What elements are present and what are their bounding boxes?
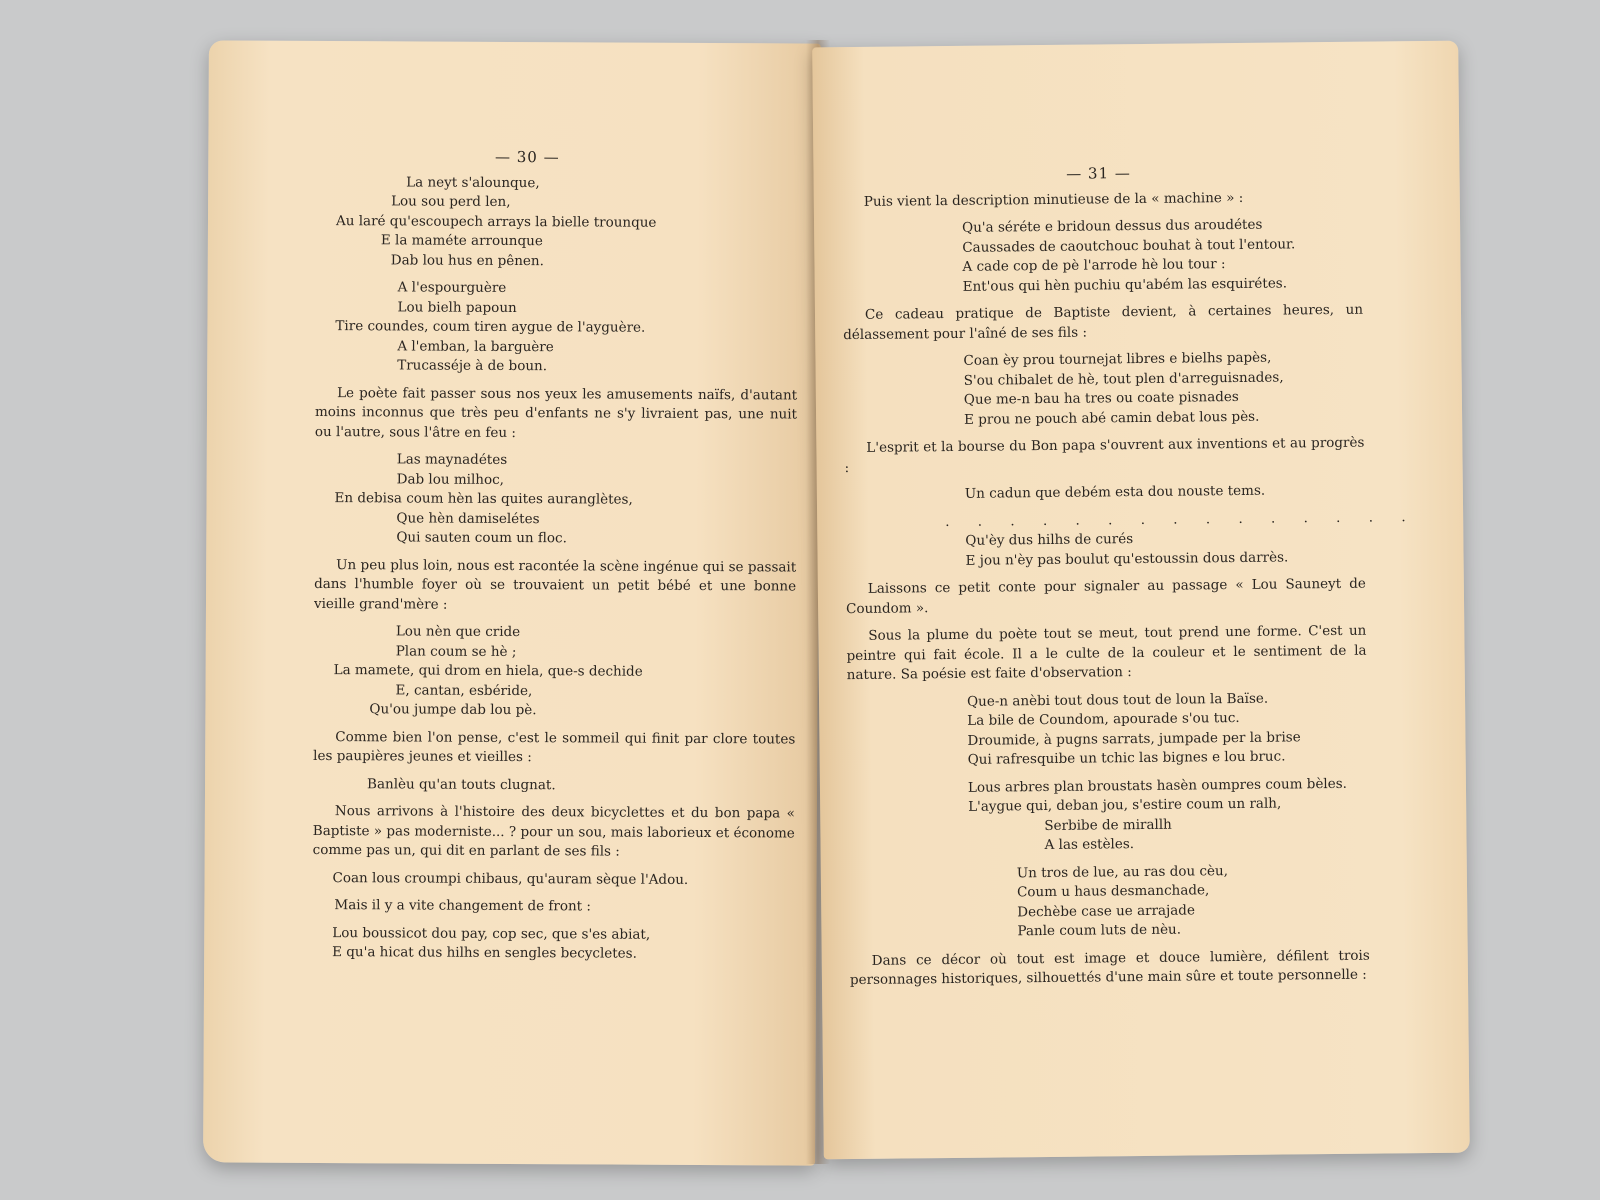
verse-line: Dab lou milhoc, <box>396 470 505 488</box>
prose-paragraph: Le poète fait passer sous nos yeux les amusements naïfs, d'autant moins inconnus que très peu d'enfants ne s'y livraient pas, une nuit ou l'autre, sous l'âtre en feu : <box>314 384 798 441</box>
right-page-content <box>841 162 1418 999</box>
verse-line: Dechèbe case ue arrajade <box>1017 901 1195 920</box>
verse-line: Caussades de caoutchouc bouhat à tout l'entour. <box>962 235 1296 256</box>
verse-line: Ent'ous qui hèn puchiu qu'abém las esquirétes. <box>962 274 1288 295</box>
verse-line: E, cantan, esbéride, <box>395 681 533 699</box>
verse-line: Que-n anèbi tout dous tout de loun la Baïse. <box>966 690 1269 710</box>
page-number-left: — 30 — <box>494 147 560 167</box>
verse-stanza <box>313 622 796 722</box>
verse-line: Plan coum se hè ; <box>395 642 517 660</box>
verse-stanza <box>847 688 1368 771</box>
verse-line: Dab lou hus en pênen. <box>390 251 544 269</box>
prose-paragraph: Puis vient la description minutieuse de la « machine » : <box>863 189 1244 210</box>
verse-line: La mamete, qui drom en hiela, que-s dechide <box>333 662 643 680</box>
prose-paragraph: Nous arrivons à l'histoire des deux bicyclettes et du bon papa « Baptiste » pas moderniste... ? pour un sou, mais laborieux et économe comme pas un, qui dit en parlant de ses fils : <box>312 803 795 860</box>
verse-stanza <box>313 868 795 890</box>
verse-stanza <box>316 172 799 272</box>
verse-stanza <box>312 923 794 965</box>
verse-line: Serbibe de mirallh <box>1044 816 1172 834</box>
prose-paragraph: Comme bien l'on pense, c'est le sommeil qui finit par clore toutes les paupières jeunes et vieilles : <box>313 728 796 766</box>
verse-stanza <box>849 860 1370 943</box>
verse-line: Tire coundes, coum tiren aygue de l'ayguère. <box>335 318 646 336</box>
verse-line: Un tros de lue, au ras dou cèu, <box>1016 862 1229 881</box>
verse-line: Lou boussicot dou pay, cop sec, que s'es abiat, <box>332 924 651 943</box>
verse-stanza <box>315 278 798 378</box>
verse-line: Las maynadétes <box>396 451 508 468</box>
verse-line: E la maméte arrounque <box>380 232 543 250</box>
verse-line: Coum u haus desmanchade, <box>1016 882 1210 901</box>
verse-line: E jou n'èy pas boulut qu'estoussin dous darrès. <box>965 548 1289 569</box>
prose-paragraph: Mais il y a vite changement de front : <box>334 897 592 915</box>
verse-line: Coan èy prou tournejat libres e bielhs papès, <box>963 349 1272 369</box>
verse-stanza <box>314 450 797 550</box>
prose-paragraph: Sous la plume du poète tout se meut, tout prend une forme. C'est un peintre qui fait école. Il a le culte de la couleur et le sentiment de la nature. Sa poésie est faite d'observation : <box>846 622 1367 684</box>
verse-line: A cade cop de pè l'arrode hè lou tour : <box>962 256 1226 275</box>
verse-line: Qu'èy dus hilhs de curés <box>965 531 1134 549</box>
prose-paragraph: Dans ce décor où tout est image et douce lumière, défilent trois personnages historiques, silhouettés d'une main sûre et toute personnelle : <box>849 947 1370 989</box>
verse-line: Un cadun que debém esta dou nouste tems. <box>964 482 1266 502</box>
verse-line: Au laré qu'escoupech arrays la bielle trounque <box>335 212 657 231</box>
verse-line: S'ou chibalet de hè, tout plen d'arreguisnades, <box>963 368 1284 389</box>
verse-line: Qui rafresquibe un tchic las bignes e lou bruc. <box>967 748 1286 768</box>
verse-line: Coan lous croumpi chibaus, qu'auram sèque l'Adou. <box>332 869 689 888</box>
verse-line: A las estèles. <box>1044 836 1135 854</box>
verse-line: Qu'ou jumpe dab lou pè. <box>369 701 537 719</box>
verse-line: Qu'a séréte e bridoun dessus dus aroudétes <box>962 216 1263 236</box>
right-page <box>812 41 1470 1160</box>
verse-line: La neyt s'alounque, <box>406 173 540 191</box>
prose-paragraph: Un peu plus loin, nous est racontée la scène ingénue qui se passait dans l'humble foyer où se trouvaient un petit bébé et une bonne vieille grand'mère : <box>313 556 797 613</box>
verse-line: A l'espourguère <box>397 279 507 296</box>
verse-line: Lou nèn que cride <box>395 623 521 641</box>
verse-stanza <box>845 481 1365 506</box>
verse-line: Lous arbres plan broustats hasèn oumpres coum bèles. <box>967 775 1347 796</box>
prose-paragraph: Ce cadeau pratique de Baptiste devient, à certaines heures, un délassement pour l'aîné de ses fils : <box>843 301 1364 343</box>
verse-line: En debisa coum hèn las quites auranglètes, <box>334 490 633 508</box>
verse-line: E qu'a hicat dus hilhs en sengles becycletes. <box>332 944 637 962</box>
verse-line: L'aygue qui, deban jou, s'estire coum un ralh, <box>968 795 1282 815</box>
page-number-right: — 31 — <box>1066 164 1131 183</box>
verse-line: Trucasséje à de boun. <box>397 357 548 375</box>
verse-line: Que hèn damiselétes <box>396 509 540 527</box>
ellipsis-dots: . . . . . . . . . . . . . . . <box>945 508 1418 530</box>
left-page <box>203 40 821 1165</box>
verse-stanza <box>313 774 795 796</box>
verse-stanza <box>845 528 1365 572</box>
verse-line: Lou sou perd len, <box>391 193 511 210</box>
verse-line: Que me-n bau ha tres ou coate pisnades <box>963 388 1239 408</box>
verse-line: Droumide, à pugns sarrats, jumpade per la brise <box>967 728 1301 749</box>
verse-line: Lou bielh papoun <box>397 298 517 316</box>
verse-line: Qui sauten coum un floc. <box>396 529 567 547</box>
verse-line: Banlèu qu'an touts clugnat. <box>367 775 556 793</box>
verse-stanza <box>843 348 1364 431</box>
prose-paragraph: Laissons ce petit conte pour signaler au passage « Lou Sauneyt de Coundom ». <box>845 575 1366 617</box>
verse-line: Panle coum luts de nèu. <box>1017 921 1182 940</box>
verse-stanza <box>848 774 1369 857</box>
verse-line: E prou ne pouch abé camin debat lous pès. <box>964 408 1260 428</box>
verse-line: A l'emban, la barguère <box>397 337 554 355</box>
verse-stanza <box>842 215 1363 298</box>
verse-line: La bile de Coundom, apourade s'ou tuc. <box>967 709 1240 729</box>
left-page-content <box>312 147 798 973</box>
prose-paragraph: L'esprit et la bourse du Bon papa s'ouvrent aux inventions et au progrès : <box>844 434 1365 476</box>
